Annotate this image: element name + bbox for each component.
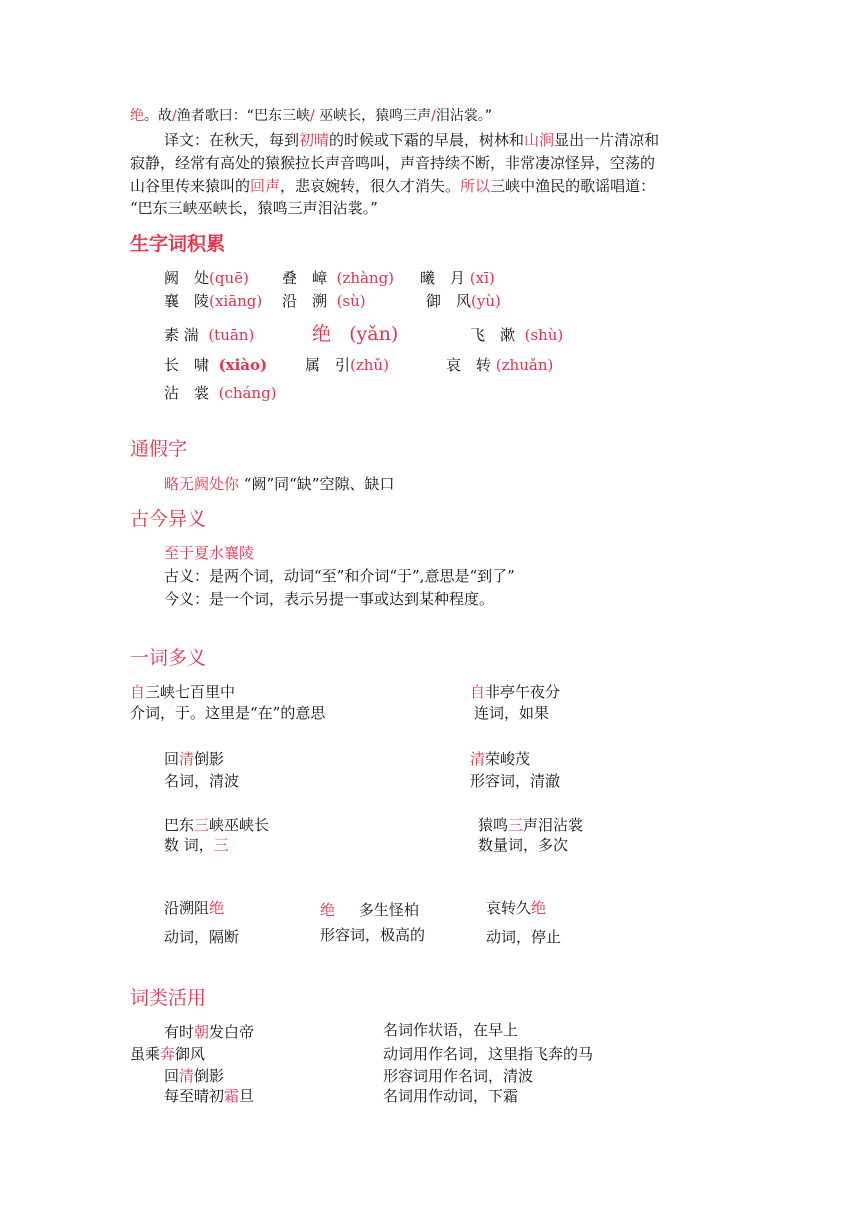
text: 倒影	[194, 750, 225, 768]
highlight: 清	[179, 1067, 195, 1085]
text: 译文：在秋天，每到	[164, 131, 300, 149]
pinyin: (xī)	[469, 269, 495, 287]
text: 显出一片清凉和	[554, 131, 660, 149]
duoyi-meaning: 形容词，清澈	[470, 772, 561, 790]
word: 阙 处	[164, 269, 210, 287]
section-title-duoyi: 一词多义	[130, 647, 207, 669]
text: 峡巫峡长	[209, 816, 270, 834]
section-title-tongjia: 通假字	[130, 438, 188, 460]
pinyin: (xiāng)	[209, 292, 263, 310]
vocab-item	[164, 325, 254, 345]
text: 声泪沾裳	[523, 816, 584, 834]
pinyin: (quē)	[209, 269, 249, 287]
text: 多生怪柏	[358, 901, 419, 919]
huoyong-meaning: 名词作状语，在早上	[383, 1021, 519, 1039]
text: 的时候或下霜的早晨，树林和	[329, 131, 525, 149]
text: 旦	[239, 1087, 255, 1105]
word: 哀 转	[446, 356, 492, 374]
word: 飞 漱	[470, 326, 516, 344]
pinyin: (zhàng)	[336, 269, 395, 287]
gujin-phrase: 至于夏水襄陵	[164, 544, 255, 562]
note: “阙”同“缺”空隙、缺口	[239, 475, 395, 493]
word: 素 湍	[164, 326, 199, 344]
pinyin: (zhuǎn)	[495, 356, 554, 374]
highlight: 三	[194, 816, 210, 834]
duoyi-example	[130, 682, 235, 702]
huoyong-example	[164, 1022, 254, 1042]
text: 三峡中渔民的歌谣唱道：	[490, 177, 656, 195]
highlight: 清	[470, 750, 486, 768]
pinyin: (xiào)	[218, 356, 268, 374]
huoyong-meaning: 动词用作名词，这里指飞奔的马	[383, 1045, 594, 1063]
highlight: 霜	[224, 1087, 240, 1105]
text: 渔者歌曰：“巴东三峡	[176, 108, 310, 124]
word: 属 引	[305, 356, 351, 374]
text: 非亭午夜分	[485, 683, 561, 701]
highlight: 绝	[130, 108, 144, 124]
duoyi-example	[486, 898, 546, 918]
text: ，悲哀婉转，很久才消失。	[280, 177, 461, 195]
word: 曦 月	[420, 269, 466, 287]
text: 三峡七百里中	[145, 683, 236, 701]
text: 回	[164, 750, 180, 768]
pinyin: (yǎn)	[349, 323, 399, 345]
pinyin: (zhǔ)	[350, 356, 389, 374]
text: 数 词，	[164, 836, 214, 854]
text: 御风	[175, 1045, 206, 1063]
text: 发白帝	[209, 1023, 255, 1041]
pinyin: (tuān)	[208, 326, 255, 344]
passage-line-1	[130, 106, 492, 126]
text: 哀转久	[486, 899, 532, 917]
pinyin: (shù)	[524, 326, 564, 344]
phrase: 略无阙处你	[164, 475, 240, 493]
highlight: 所以	[460, 177, 491, 195]
section-title-vocab: 生字词积累	[130, 233, 226, 255]
vocab-item	[282, 268, 394, 288]
vocab-item	[426, 291, 501, 311]
text: 回	[164, 1067, 180, 1085]
huoyong-meaning: 名词用作动词，下霜	[383, 1087, 519, 1105]
text: 猿鸣	[478, 816, 509, 834]
huoyong-example	[164, 1086, 254, 1106]
highlight: 绝	[531, 899, 547, 917]
text: 有时	[164, 1023, 195, 1041]
pinyin: (cháng)	[218, 384, 277, 402]
text: 虽乘	[130, 1045, 161, 1063]
translation-line-1	[164, 130, 659, 150]
duoyi-example	[164, 898, 224, 918]
highlight: 奔	[160, 1045, 176, 1063]
word: 绝	[312, 323, 332, 345]
vocab-item	[420, 268, 495, 288]
duoyi-example	[470, 682, 560, 702]
translation-line-2: 寂静，经常有高处的猿猴拉长声音鸣叫，声音持续不断，非常凄凉怪异，空荡的	[130, 154, 656, 172]
duoyi-meaning: 形容词，极高的	[320, 926, 426, 944]
highlight: 清	[179, 750, 195, 768]
duoyi-meaning: 名词，清波	[164, 772, 240, 790]
vocab-item	[305, 355, 389, 375]
gujin-modern: 今义：是一个词，表示另提一事或达到某种程度。	[164, 590, 495, 608]
highlight: 三	[213, 836, 229, 854]
pinyin: (sù)	[336, 292, 366, 310]
highlight: 自	[130, 683, 146, 701]
text: 。故	[144, 108, 172, 124]
duoyi-example	[320, 900, 419, 920]
word: 御 风	[426, 292, 472, 310]
duoyi-example	[164, 749, 224, 769]
translation-line-4: “巴东三峡巫峡长，猿鸣三声泪沾裳。”	[130, 199, 378, 217]
duoyi-example	[470, 749, 530, 769]
highlight: 回声	[250, 177, 281, 195]
duoyi-example	[164, 815, 269, 835]
duoyi-meaning: 动词，停止	[486, 928, 562, 946]
word: 叠 嶂	[282, 269, 328, 287]
word: 沾 裳	[164, 384, 210, 402]
highlight: 山涧	[524, 131, 555, 149]
word: 沿 溯	[282, 292, 328, 310]
huoyong-example	[164, 1066, 224, 1086]
text: 泪沾裳。”	[435, 108, 493, 124]
highlight: 绝	[209, 899, 225, 917]
pinyin: (yù)	[471, 292, 501, 310]
section-title-huoyong: 词类活用	[130, 987, 207, 1009]
vocab-item	[164, 268, 249, 288]
vocab-item	[164, 291, 262, 311]
text: 山谷里传来猿叫的	[130, 177, 251, 195]
text: 每至晴初	[164, 1087, 225, 1105]
gujin-ancient: 古义：是两个词，动词“至”和介词“于”,意思是“到了”	[164, 567, 515, 585]
highlight: 朝	[194, 1023, 210, 1041]
word: 襄 陵	[164, 292, 210, 310]
highlight: 初晴	[299, 131, 330, 149]
vocab-item	[164, 383, 277, 403]
text: 荣峻茂	[485, 750, 531, 768]
huoyong-example	[130, 1044, 205, 1064]
duoyi-meaning: 连词，如果	[474, 704, 550, 722]
highlight: 三	[508, 816, 524, 834]
slash: /	[309, 108, 315, 124]
slash: /	[172, 108, 177, 124]
word: 长 啸	[164, 356, 210, 374]
duoyi-meaning: 数量词，多次	[478, 836, 569, 854]
duoyi-meaning: 介词，于。这里是“在”的意思	[130, 704, 326, 722]
highlight: 绝	[320, 901, 336, 919]
vocab-item	[312, 322, 398, 346]
highlight: 自	[470, 683, 486, 701]
vocab-item	[164, 355, 267, 375]
vocab-item	[470, 325, 563, 345]
duoyi-meaning: 动词，隔断	[164, 928, 240, 946]
section-title-gujin: 古今异义	[130, 508, 207, 530]
huoyong-meaning: 形容词用作名词，清波	[383, 1067, 534, 1085]
vocab-item	[282, 291, 366, 311]
text: 巫峡长，猿鸣三声	[314, 108, 432, 124]
tongjia-entry	[164, 474, 394, 494]
vocab-item	[446, 355, 553, 375]
translation-line-3	[130, 176, 655, 196]
text: 巴东	[164, 816, 195, 834]
duoyi-example	[478, 815, 583, 835]
slash: /	[431, 108, 436, 124]
duoyi-meaning	[164, 835, 229, 855]
text: 倒影	[194, 1067, 225, 1085]
text: 沿溯阻	[164, 899, 210, 917]
